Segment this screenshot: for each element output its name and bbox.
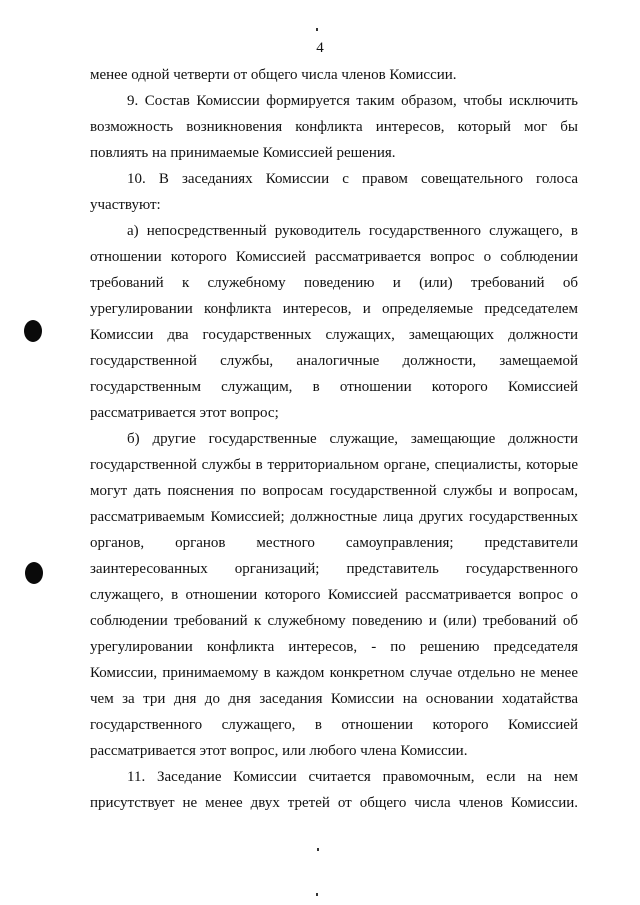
text-line: менее одной четверти от общего числа членов Комиссии. bbox=[90, 67, 457, 83]
text-line: б) другие государственные служащие, замещающие должности bbox=[127, 431, 578, 447]
text-line: повлиять на принимаемые Комиссией решения. bbox=[90, 145, 396, 161]
text-line: государственного служащего, в отношении которого Комиссией bbox=[90, 717, 578, 733]
text-line: Комиссии, принимаемому в каждом конкретном случае отдельно не менее bbox=[90, 665, 578, 681]
text-line: урегулировании конфликта интересов, и определяемые председателем bbox=[90, 301, 578, 317]
page-number: 4 bbox=[316, 40, 324, 56]
scan-speck bbox=[316, 893, 318, 896]
punch-hole-bottom bbox=[25, 562, 43, 584]
text-line: рассматривается этот вопрос; bbox=[90, 405, 279, 421]
text-line: органов, органов местного самоуправления; представители bbox=[90, 535, 578, 551]
text-line: 10. В заседаниях Комиссии с правом совещательного голоса bbox=[127, 171, 578, 187]
text-line: соблюдении требований к служебному поведению и (или) требований об bbox=[90, 613, 578, 629]
text-line: государственной службы, аналогичные должности, замещаемой bbox=[90, 353, 578, 369]
text-line: 9. Состав Комиссии формируется таким образом, чтобы исключить bbox=[127, 93, 578, 109]
text-line: участвуют: bbox=[90, 197, 161, 213]
text-line: требований к служебному поведению и (или) требований об bbox=[90, 275, 578, 291]
document-body bbox=[90, 62, 578, 816]
text-line: возможность возникновения конфликта интересов, который мог бы bbox=[90, 119, 578, 135]
text-line: отношении которого Комиссией рассматривается вопрос о соблюдении bbox=[90, 249, 578, 265]
text-line: а) непосредственный руководитель государственного служащего, в bbox=[127, 223, 578, 239]
text-line: рассматриваемым Комиссией; должностные лица других государственных bbox=[90, 509, 578, 525]
text-line: чем за три дня до дня заседания Комиссии на основании ходатайства bbox=[90, 691, 578, 707]
text-line: могут дать пояснения по вопросам государственной службы и вопросам, bbox=[90, 483, 578, 499]
scan-speck bbox=[317, 848, 319, 851]
text-line: Комиссии два государственных служащих, замещающих должности bbox=[90, 327, 578, 343]
text-line: присутствует не менее двух третей от общего числа членов Комиссии. bbox=[90, 795, 578, 811]
text-line: государственным служащим, в отношении которого Комиссией bbox=[90, 379, 578, 395]
text-line: государственной службы в территориальном органе, специалисты, которые bbox=[90, 457, 578, 473]
text-line: урегулировании конфликта интересов, - по решению председателя bbox=[90, 639, 578, 655]
text-line: заинтересованных организаций; представитель государственного bbox=[90, 561, 578, 577]
text-line: 11. Заседание Комиссии считается правомочным, если на нем bbox=[127, 769, 578, 785]
punch-hole-top bbox=[24, 320, 42, 342]
scan-speck bbox=[316, 28, 318, 31]
text-line: служащего, в отношении которого Комиссией рассматривается вопрос о bbox=[90, 587, 578, 603]
text-line: рассматривается этот вопрос, или любого члена Комиссии. bbox=[90, 743, 468, 759]
